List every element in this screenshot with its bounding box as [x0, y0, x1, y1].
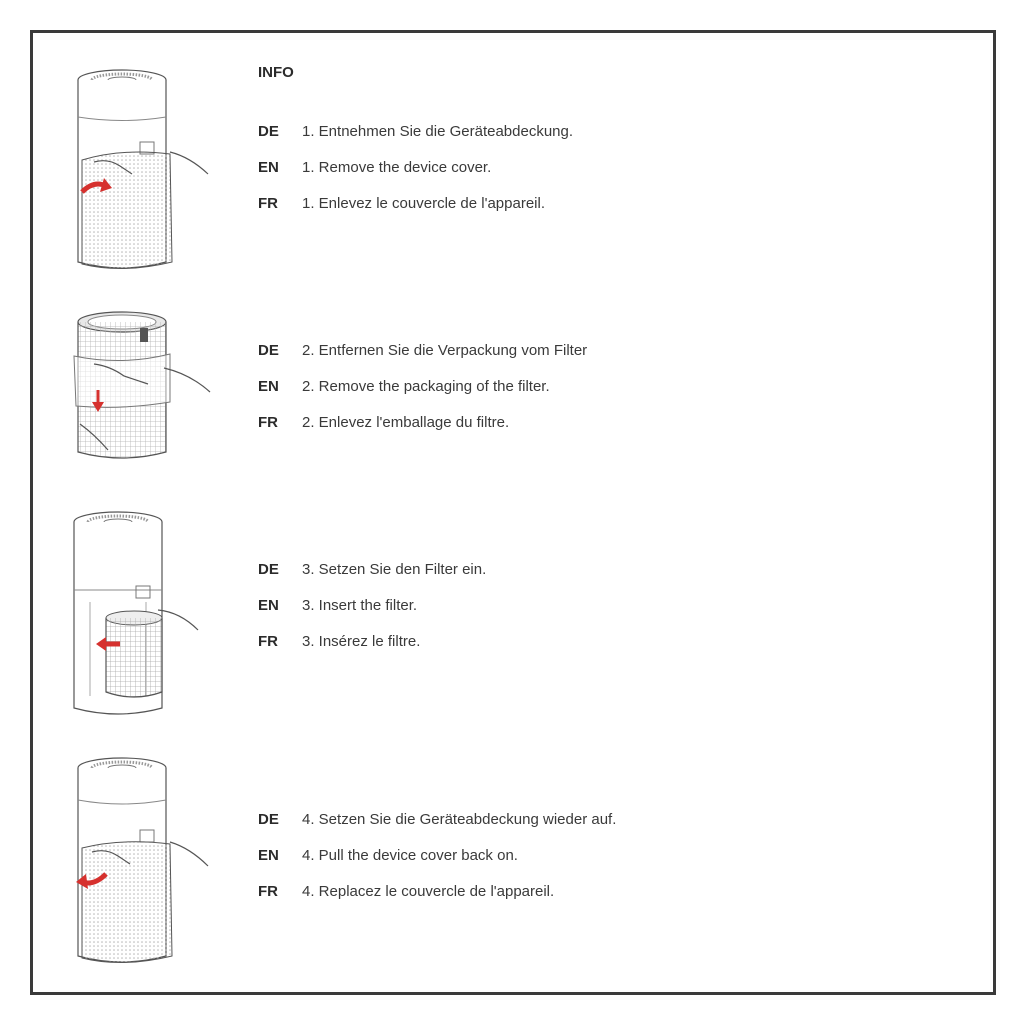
lang-code: FR: [258, 883, 278, 900]
lang-code: EN: [258, 378, 279, 395]
remove-packaging-illustration: [60, 306, 230, 526]
lang-code: EN: [258, 597, 279, 614]
instruction-text: 1. Remove the device cover.: [302, 159, 492, 176]
instruction-text: 2. Remove the packaging of the filter.: [302, 378, 550, 395]
instruction-text: 4. Setzen Sie die Geräteabdeckung wieder auf.: [302, 811, 617, 828]
lang-code: DE: [258, 811, 279, 828]
replace-cover-illustration: [60, 752, 230, 972]
lang-code: DE: [258, 561, 279, 578]
lang-code: FR: [258, 633, 278, 650]
instruction-text: 1. Enlevez le couvercle de l'appareil.: [302, 195, 546, 212]
lang-code: EN: [258, 159, 279, 176]
lang-code: DE: [258, 342, 279, 359]
instruction-text: 3. Insert the filter.: [302, 597, 418, 614]
lang-code: FR: [258, 195, 278, 212]
instruction-text: 3. Insérez le filtre.: [302, 633, 421, 650]
instruction-text: 4. Replacez le couvercle de l'appareil.: [302, 883, 555, 900]
lang-code: EN: [258, 847, 279, 864]
instruction-text: 2. Entfernen Sie die Verpackung vom Filter: [302, 342, 588, 359]
lang-code: FR: [258, 414, 278, 431]
page-title: INFO: [258, 64, 294, 81]
instruction-text: 3. Setzen Sie den Filter ein.: [302, 561, 487, 578]
instruction-text: 4. Pull the device cover back on.: [302, 847, 518, 864]
lang-code: DE: [258, 123, 279, 140]
insert-filter-illustration: [60, 506, 230, 726]
remove-cover-illustration: [60, 62, 230, 282]
instruction-text: 1. Entnehmen Sie die Geräteabdeckung.: [302, 123, 574, 140]
instruction-text: 2. Enlevez l'emballage du filtre.: [302, 414, 510, 431]
